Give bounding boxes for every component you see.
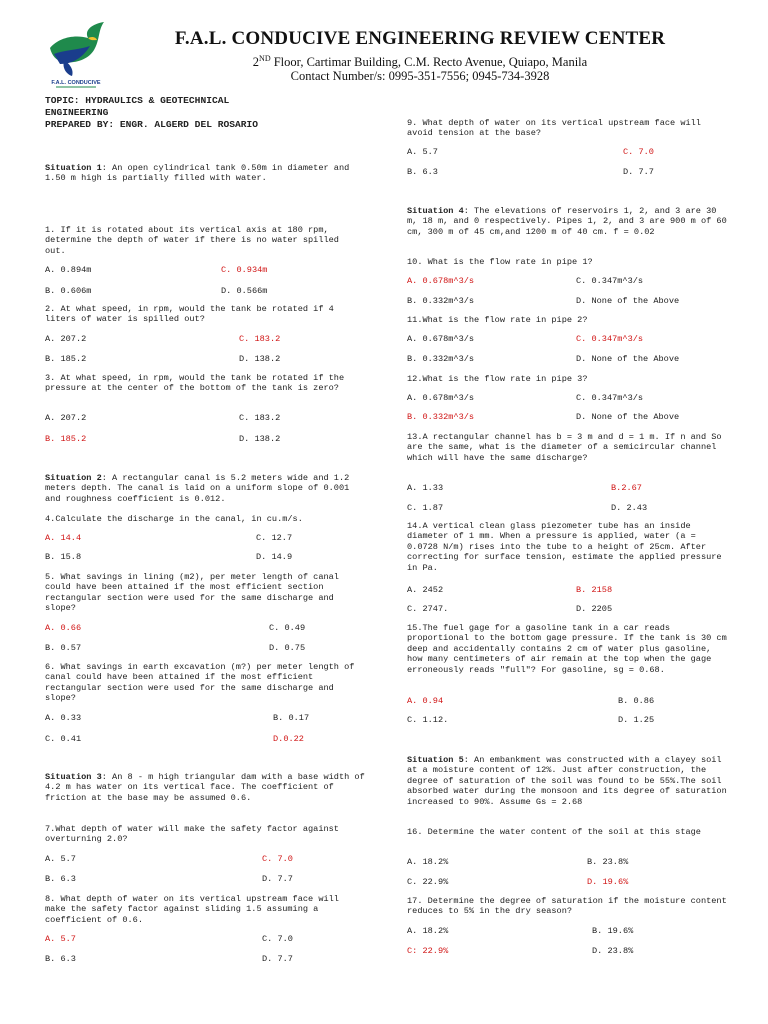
q13-option-c: C. 1.87: [407, 503, 444, 513]
q9-option-d: D. 7.7: [623, 167, 654, 177]
q9-option-a: A. 5.7: [407, 147, 438, 157]
q5-option-d: D. 0.75: [269, 643, 306, 653]
situation-3: Situation 3: An 8 - m high triangular dam with a base width of 4.2 m has water on its vertical face. The coefficient of friction at the base may be assumed 0.6.: [45, 772, 370, 803]
q15-option-c: C. 1.12.: [407, 715, 449, 725]
question-13: 13.A rectangular channel has b = 3 m and d = 1 m. If n and So are the same, what is the diameter of a semicircular channel which will have the same discharge?: [407, 432, 727, 463]
q8-option-c: C. 7.0: [262, 934, 293, 944]
page-title: F.A.L. CONDUCIVE ENGINEERING REVIEW CENTER: [174, 28, 666, 49]
q17-option-c: C: 22.9%: [407, 946, 449, 956]
q14-option-a: A. 2452: [407, 585, 444, 595]
question-9: 9. What depth of water on its vertical upstream face will avoid tension at the base?: [407, 118, 707, 139]
q3-option-d: D. 138.2: [239, 434, 281, 444]
q2-option-b: B. 185.2: [45, 354, 87, 364]
q5-option-c: C. 0.49: [269, 623, 306, 633]
q3-option-a: A. 207.2: [45, 413, 87, 423]
question-2: 2. At what speed, in rpm, would the tank be rotated if 4 liters of water is spilled out?: [45, 304, 339, 325]
q4-option-a: A. 14.4: [45, 533, 82, 543]
question-16: 16. Determine the water content of the soil at this stage: [407, 827, 701, 837]
q7-option-b: B. 6.3: [45, 874, 76, 884]
question-7: 7.What depth of water will make the safety factor against overturning 2.0?: [45, 824, 345, 845]
q8-option-a: A. 5.7: [45, 934, 76, 944]
q15-option-b: B. 0.86: [618, 696, 655, 706]
q6-option-d: D.0.22: [273, 734, 304, 744]
question-17: 17. Determine the degree of saturation if the moisture content reduces to 5% in the dry season?: [407, 896, 732, 917]
question-10: 10. What is the flow rate in pipe 1?: [407, 257, 593, 267]
topic-line-2: ENGINEERING: [45, 107, 109, 118]
q4-option-b: B. 15.8: [45, 552, 82, 562]
situation-2: Situation 2: A rectangular canal is 5.2 meters wide and 1.2 meters depth. The canal is laid on a uniform slope of 0.001 and roughness coefficient is 0.012.: [45, 473, 355, 504]
q3-option-b: B. 185.2: [45, 434, 87, 444]
question-1: 1. If it is rotated about its vertical axis at 180 rpm, determine the depth of water if there is no water spilled out.: [45, 225, 345, 256]
q5-option-b: B. 0.57: [45, 643, 82, 653]
q5-option-a: A. 0.66: [45, 623, 82, 633]
q10-option-c: C. 0.347m^3/s: [576, 276, 644, 286]
address: 2ND Floor, Cartimar Building, C.M. Recto Avenue, Quiapo, Manila: [252, 54, 588, 70]
q12-option-b: B. 0.332m^3/s: [407, 412, 475, 422]
question-5: 5. What savings in lining (m2), per meter length of canal could have been attained if the most efficient section rectangular section were used for the same discharge and slope?: [45, 572, 345, 614]
q17-option-b: B. 19.6%: [592, 926, 634, 936]
q13-option-d: D. 2.43: [611, 503, 648, 513]
question-15: 15.The fuel gage for a gasoline tank in a car reads proportional to the bottom gage pressure. If the tank is 30 cm deep and accidentally contains 2 cm of water plus gasoline, how many centimeters of air remain at the top when the gage erroneously reads "full"? For gasoline, sg = 0.68.: [407, 623, 732, 675]
q1-option-d: D. 0.566m: [221, 286, 268, 296]
contact-numbers: Contact Number/s: 0995-351-7556; 0945-734-3928: [290, 69, 550, 83]
q15-option-d: D. 1.25: [618, 715, 655, 725]
q10-option-a: A. 0.678m^3/s: [407, 276, 475, 286]
q1-option-a: A. 0.894m: [45, 265, 92, 275]
q8-option-b: B. 6.3: [45, 954, 76, 964]
svg-text:F.A.L. CONDUCIVE: F.A.L. CONDUCIVE: [51, 80, 101, 86]
q3-option-c: C. 183.2: [239, 413, 281, 423]
page-header: [0, 18, 768, 88]
question-14: 14.A vertical clean glass piezometer tube has an inside diameter of 1 mm. When a pressure is applied, water (a = 0.0728 N/m) rises into the tube to a height of 25cm. After correcting for surface tension, estimate the applied pressure in Pa.: [407, 521, 727, 573]
q1-option-c: C. 0.934m: [221, 265, 268, 275]
question-3: 3. At what speed, in rpm, would the tank be rotated if the pressure at the center of the bottom of the tank is zero?: [45, 373, 350, 394]
question-11: 11.What is the flow rate in pipe 2?: [407, 315, 588, 325]
q14-option-d: D. 2205: [576, 604, 613, 614]
q2-option-a: A. 207.2: [45, 334, 87, 344]
q6-option-c: C. 0.41: [45, 734, 82, 744]
situation-5: Situation 5: An embankment was constructed with a clayey soil at a moisture content of 12%. Just after construction, the degree of saturation of the soil was found to be 55%.The soil absorbed water during the monsoon and its degree of saturation increased to 90%. Assume Gs = 2.68: [407, 755, 732, 807]
q11-option-c: C. 0.347m^3/s: [576, 334, 644, 344]
q11-option-d: D. None of the Above: [576, 354, 680, 364]
q13-option-b-answer: B.2.67: [611, 483, 642, 493]
q12-option-c: C. 0.347m^3/s: [576, 393, 644, 403]
q15-option-a: A. 0.94: [407, 696, 444, 706]
q14-option-b-answer: B. 2158: [576, 585, 613, 595]
q17-option-d: D. 23.8%: [592, 946, 634, 956]
q10-option-b: B. 0.332m^3/s: [407, 296, 475, 306]
q7-option-d: D. 7.7: [262, 874, 293, 884]
q16-option-a: A. 18.2%: [407, 857, 449, 867]
eagle-logo-icon: [44, 20, 108, 92]
situation-1: Situation 1: An open cylindrical tank 0.50m in diameter and 1.50 m high is partially filled with water.: [45, 163, 355, 184]
question-6: 6. What savings in earth excavation (m?) per meter length of canal could have been attained if the most efficient rectangular section were used for the same discharge and slope?: [45, 662, 360, 704]
q14-option-c: C. 2747.: [407, 604, 449, 614]
q4-option-c: C. 12.7: [256, 533, 293, 543]
topic-line-1: TOPIC: HYDRAULICS & GEOTECHNICAL: [45, 95, 230, 106]
q12-option-d: D. None of the Above: [576, 412, 680, 422]
q11-option-a: A. 0.678m^3/s: [407, 334, 475, 344]
q9-option-b: B. 6.3: [407, 167, 438, 177]
question-12: 12.What is the flow rate in pipe 3?: [407, 374, 588, 384]
prepared-by: PREPARED BY: ENGR. ALGERD DEL ROSARIO: [45, 119, 259, 130]
q11-option-b: B. 0.332m^3/s: [407, 354, 475, 364]
situation-4: Situation 4: The elevations of reservoirs 1, 2, and 3 are 30 m, 18 m, and 0 respectively. Pipes 1, 2, and 3 are 900 m of 60 cm, 300 m of 45 cm,and 1200 m of 40 cm. f = 0.02: [407, 206, 732, 237]
question-4: 4.Calculate the discharge in the canal, in cu.m/s.: [45, 514, 303, 524]
q12-option-a: A. 0.678m^3/s: [407, 393, 475, 403]
q1-option-b: B. 0.606m: [45, 286, 92, 296]
q8-option-d: D. 7.7: [262, 954, 293, 964]
question-8: 8. What depth of water on its vertical upstream face will make the safety factor against sliding 1.5 assuming a coefficient of 0.6.: [45, 894, 345, 925]
q9-option-c: C. 7.0: [623, 147, 654, 157]
q2-option-c: C. 183.2: [239, 334, 281, 344]
q7-option-c: C. 7.0: [262, 854, 293, 864]
q16-option-b: B. 23.8%: [587, 857, 629, 867]
q6-option-a: A. 0.33: [45, 713, 82, 723]
q7-option-a: A. 5.7: [45, 854, 76, 864]
q13-option-a: A. 1.33: [407, 483, 444, 493]
q16-option-c: C. 22.9%: [407, 877, 449, 887]
q10-option-d: D. None of the Above: [576, 296, 680, 306]
q4-option-d: D. 14.9: [256, 552, 293, 562]
q16-option-d: D. 19.6%: [587, 877, 629, 887]
q17-option-a: A. 18.2%: [407, 926, 449, 936]
q6-option-b: B. 0.17: [273, 713, 310, 723]
q2-option-d: D. 138.2: [239, 354, 281, 364]
